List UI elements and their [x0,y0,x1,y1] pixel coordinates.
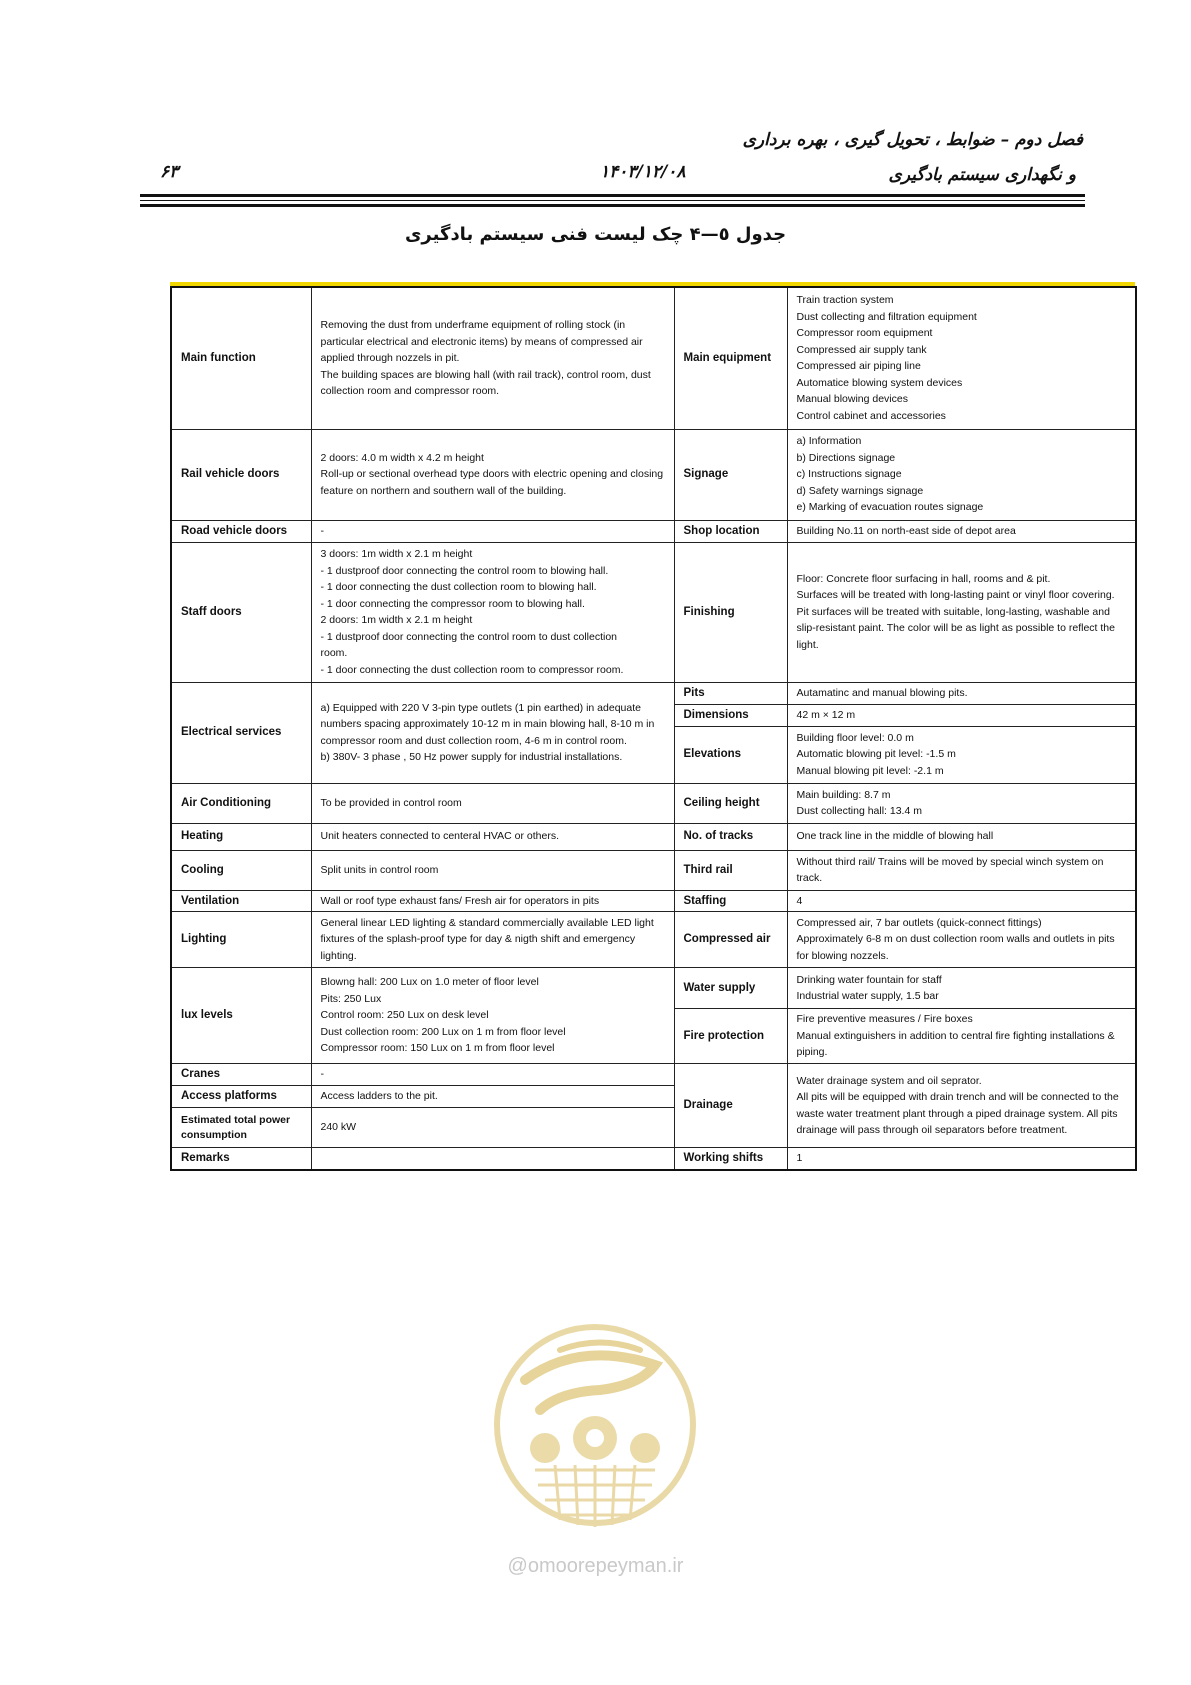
table-row [171,1148,1136,1170]
table-row [171,520,1136,542]
technical-checklist-table [170,286,1137,1171]
row-label: Electrical services [171,682,311,783]
row-value: Fire preventive measures / Fire boxes Manual extinguishers in addition to central fire fighting installations & piping. [787,1009,1136,1064]
row-label: Compressed air [674,912,787,968]
row-value: Split units in control room [311,850,674,890]
row-label: Main equipment [674,287,787,429]
table-row [171,823,1136,850]
row-label: Access platforms [171,1086,311,1108]
row-label: Ventilation [171,890,311,912]
row-value: 1 [787,1148,1136,1170]
table-row [171,1064,1136,1086]
row-label: Heating [171,823,311,850]
row-label: Shop location [674,520,787,542]
row-label: Signage [674,429,787,520]
row-value: Without third rail/ Trains will be moved by special winch system on track. [787,850,1136,890]
row-value: 2 doors: 4.0 m width x 4.2 m height Roll-up or sectional overhead type doors with electric opening and closing feature on northern and southern wall of the building. [311,429,674,520]
row-label: Elevations [674,726,787,783]
row-value: 4 [787,890,1136,912]
row-label: Finishing [674,542,787,682]
row-label: Working shifts [674,1148,787,1170]
row-value: Main building: 8.7 m Dust collecting hall: 13.4 m [787,783,1136,823]
table-row [171,968,1136,1009]
row-label: Air Conditioning [171,783,311,823]
table-row [171,682,1136,704]
row-label: Lighting [171,912,311,968]
row-value: Train traction system Dust collecting and filtration equipment Compressor room equipment Compressed air supply tank Compressed air piping line Automatice blowing system devices Manual blowing devices Control cabinet and accessories [787,287,1136,429]
row-value: 42 m × 12 m [787,704,1136,726]
chapter-title-line1: فصل دوم – ضوابط ، تحویل گیری ، بهره برداری [742,130,1083,150]
row-label: Cooling [171,850,311,890]
header-rule-bottom [140,204,1085,207]
row-label: Road vehicle doors [171,520,311,542]
header-date: ۱۴۰۳/۱۲/۰۸ [600,162,686,182]
row-value: Autamatinc and manual blowing pits. [787,682,1136,704]
row-value: 3 doors: 1m width x 2.1 m height - 1 dustproof door connecting the control room to blowing hall. - 1 door connecting the dust collection room to blowing hall. - 1 door connecting the compressor room to blowing hall. 2 doors: 1m width x 2.1 m height - 1 dustproof door connecting the control room to dust collection room. - 1 door connecting the dust collection room to compressor room. [311,542,674,682]
row-label: Dimensions [674,704,787,726]
row-value: Access ladders to the pit. [311,1086,674,1108]
row-label: Rail vehicle doors [171,429,311,520]
row-value: - [311,520,674,542]
omoorepeyman-stamp-logo [490,1320,700,1565]
header-rule-thin [140,200,1085,201]
stamp-calligraphy-stroke [560,1343,640,1351]
row-value: a) Information b) Directions signage c) Instructions signage d) Safety warnings signage e) Marking of evacuation routes signage [787,429,1136,520]
row-label: Third rail [674,850,787,890]
stamp-grid [535,1465,655,1527]
row-value: General linear LED lighting & standard commercially available LED light fixtures of the splash-proof type for day & nigth shift and emergency lighting. [311,912,674,968]
row-value: Drinking water fountain for staff Industrial water supply, 1.5 bar [787,968,1136,1009]
row-value: 240 kW [311,1108,674,1148]
row-label: Cranes [171,1064,311,1086]
row-value: Compressed air, 7 bar outlets (quick-connect fittings) Approximately 6-8 m on dust collection room walls and outlets in pits for blowing nozzels. [787,912,1136,968]
row-label: Fire protection [674,1009,787,1064]
row-label: Ceiling height [674,783,787,823]
row-value: Floor: Concrete floor surfacing in hall, rooms and & pit. Surfaces will be treated with long-lasting paint or vinyl floor covering. Pit surfaces will be treated with suitable, long-lasting, washable and slip-resistant paint. The color will be as light as possible to reflect the light. [787,542,1136,682]
row-value: Water drainage system and oil seprator. All pits will be equipped with drain trench and will be connected to the waste water treatment plant through a piped drainage system. All pits drainage will pass through oil separators before treatment. [787,1064,1136,1148]
row-label: Remarks [171,1148,311,1170]
row-label: Estimated total power consumption [171,1108,311,1148]
chapter-title-line2: و نگهداری سیستم بادگیری [888,165,1076,185]
table-row [171,890,1136,912]
row-label: Water supply [674,968,787,1009]
row-value: Blowng hall: 200 Lux on 1.0 meter of floor level Pits: 250 Lux Control room: 250 Lux on desk level Dust collection room: 200 Lux on 1 m from floor level Compressor room: 150 Lux on 1 m from floor level [311,968,674,1064]
row-value: One track line in the middle of blowing hall [787,823,1136,850]
table-row [171,783,1136,823]
row-label: Drainage [674,1064,787,1148]
table-row [171,542,1136,682]
gear-hub [586,1429,604,1447]
scales-icon [530,1433,560,1463]
header-rule [140,194,1085,197]
row-value: Removing the dust from underframe equipment of rolling stock (in particular electrical and electronic items) by means of compressed air applied through nozzels in pit. The building spaces are blowing hall (with rail track), control room, dust collection room and compressor room. [311,287,674,429]
row-value: a) Equipped with 220 V 3-pin type outlets (1 pin earthed) in adequate numbers spacing approximately 10-12 m in main blowing hall, 8-10 m in compressor room and dust collection room, 4-6 m in control room. b) 380V- 3 phase , 50 Hz power supply for industrial installations. [311,682,674,783]
row-label: Staff doors [171,542,311,682]
table-row [171,429,1136,520]
table-caption: جدول ٥—۴ چک لیست فنی سیستم بادگیری [404,224,787,245]
row-value: Unit heaters connected to centeral HVAC or others. [311,823,674,850]
table-row [171,850,1136,890]
excavator-icon [630,1433,660,1463]
row-value [311,1148,674,1170]
row-label: Main function [171,287,311,429]
row-label: Pits [674,682,787,704]
row-value: Building No.11 on north-east side of depot area [787,520,1136,542]
page-number: ۶۳ [160,162,179,182]
stamp-calligraphy-mark [525,1355,655,1410]
table-row [171,912,1136,968]
row-label: No. of tracks [674,823,787,850]
stamp-watermark-text: @omoorepeyman.ir [507,1555,684,1577]
row-value: Building floor level: 0.0 m Automatic blowing pit level: -1.5 m Manual blowing pit level: -2.1 m [787,726,1136,783]
row-label: Staffing [674,890,787,912]
row-value: - [311,1064,674,1086]
row-label: lux levels [171,968,311,1064]
table-row [171,287,1136,429]
row-value: To be provided in control room [311,783,674,823]
row-value: Wall or roof type exhaust fans/ Fresh air for operators in pits [311,890,674,912]
